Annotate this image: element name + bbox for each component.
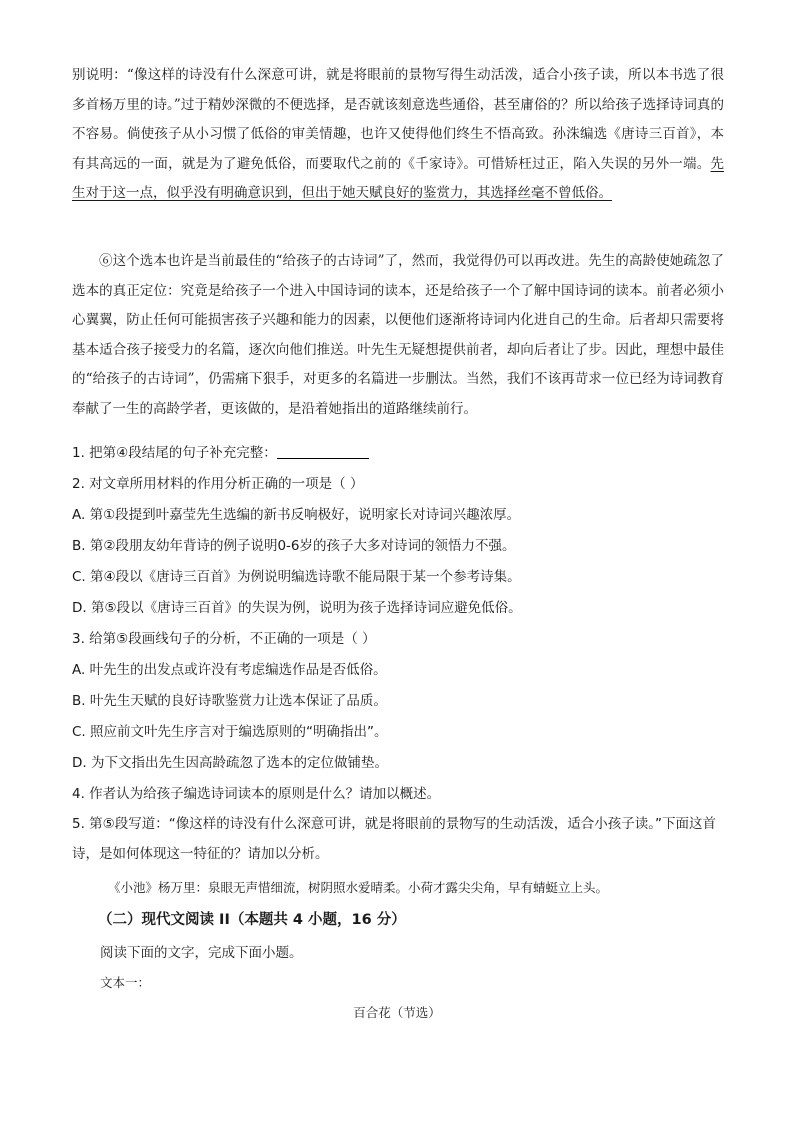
question-2: 2. 对文章所用材料的作用分析正确的一项是（ ） (72, 476, 364, 492)
question-3: 3. 给第⑤段画线句子的分析，不正确的一项是（ ） (72, 631, 376, 647)
text-one-label: 文本一： (100, 975, 151, 990)
passage-paragraph-6: ⑥这个选本也许是当前最佳的“给孩子的古诗词”了，然而，我觉得仍可以再改进。先生的高龄使她疏忽了选本的真正定位：究竟是给孩子一个进入中国诗词的读本，还是给孩子一个了解中国诗词的读本。前者必须小心翼翼，防止任何可能损害孩子兴趣和能力的因素，以便他们逐渐将诗词内化进自己的生命。后者却只需要将基本适合孩子接受力的名篇，逐次向他们推送。叶先生无疑想提供前者，却向后者让了步。因此，理想中最佳的“给孩子的古诗词”，仍需痛下狠手，对更多的名篇进一步删汰。当然，我们不该再苛求一位已经为诗词教育奉献了一生的高龄学者，更该做的，是沿着她指出的道路继续前行。 (72, 253, 724, 417)
option-2c: C. 第④段以《唐诗三百首》为例说明编选诗歌不能局限于某一个参考诗集。 (72, 569, 521, 585)
question-5: 5. 第⑤段写道：“像这样的诗没有什么深意可讲，就是将眼前的景物写的生动活泼，适合小孩子读。”下面这首诗，是如何体现这一特征的？请加以分析。 (72, 816, 717, 862)
option-3d: D. 为下文指出先生因高龄疏忽了选本的定位做铺垫。 (72, 755, 388, 771)
answer-blank (277, 446, 369, 459)
option-2a: A. 第①段提到叶嘉莹先生选编的新书反响极好，说明家长对诗词兴趣浓厚。 (72, 507, 521, 523)
option-2d: D. 第⑤段以《唐诗三百首》的失误为例，说明为孩子选择诗词应避免低俗。 (72, 600, 522, 616)
option-3a: A. 叶先生的出发点或许没有考虑编选作品是否低俗。 (72, 662, 387, 678)
excerpt-title: 百合花（节选） (353, 1005, 441, 1020)
passage-paragraph-5 (72, 61, 724, 209)
option-2b: B. 第②段朋友幼年背诗的例子说明0-6岁的孩子大多对诗词的领悟力不强。 (72, 538, 516, 554)
poem-xiaochi: 《小池》杨万里：泉眼无声惜细流，树阴照水爱晴柔。小荷才露尖尖角，早有蜻蜓立上头。 (108, 880, 609, 895)
question-4: 4. 作者认为给孩子编选诗词读本的原则是什么？请加以概述。 (72, 786, 441, 802)
question-1: 1. 把第④段结尾的句子补充完整： (72, 444, 724, 462)
passage-text: 别说明：“像这样的诗没有什么深意可讲，就是将眼前的景物写得生动活泼，适合小孩子读，所以本书选了很多首杨万里的诗。”过于精妙深微的不便选择，是否就该刻意选些通俗，甚至庸俗的？所以给孩子选择诗词真的不容易。倘使孩子从小习惯了低俗的审美情趣，也许又使得他们终生不悟高致。孙洙编选《唐诗三百首》，本有其高远的一面，就是为了避免低俗，而要取代之前的《千家诗》。可惜矫枉过正，陷入失误的另外一端。 (72, 67, 724, 172)
reading-instruction: 阅读下面的文字，完成下面小题。 (100, 945, 303, 961)
underlined-sentence: 先生对于这一点，似乎没有明确意识到，但出于她天赋良好的鉴赏力，其选择丝毫不曾低俗。 (72, 155, 724, 201)
option-3b: B. 叶先生天赋的良好诗歌鉴赏力让选本保证了品质。 (72, 693, 387, 709)
section-title: （二）现代文阅读 II（本题共 4 小题，16 分） (98, 912, 406, 928)
option-3c: C. 照应前文叶先生序言对于编选原则的“明确指出”。 (72, 724, 388, 740)
